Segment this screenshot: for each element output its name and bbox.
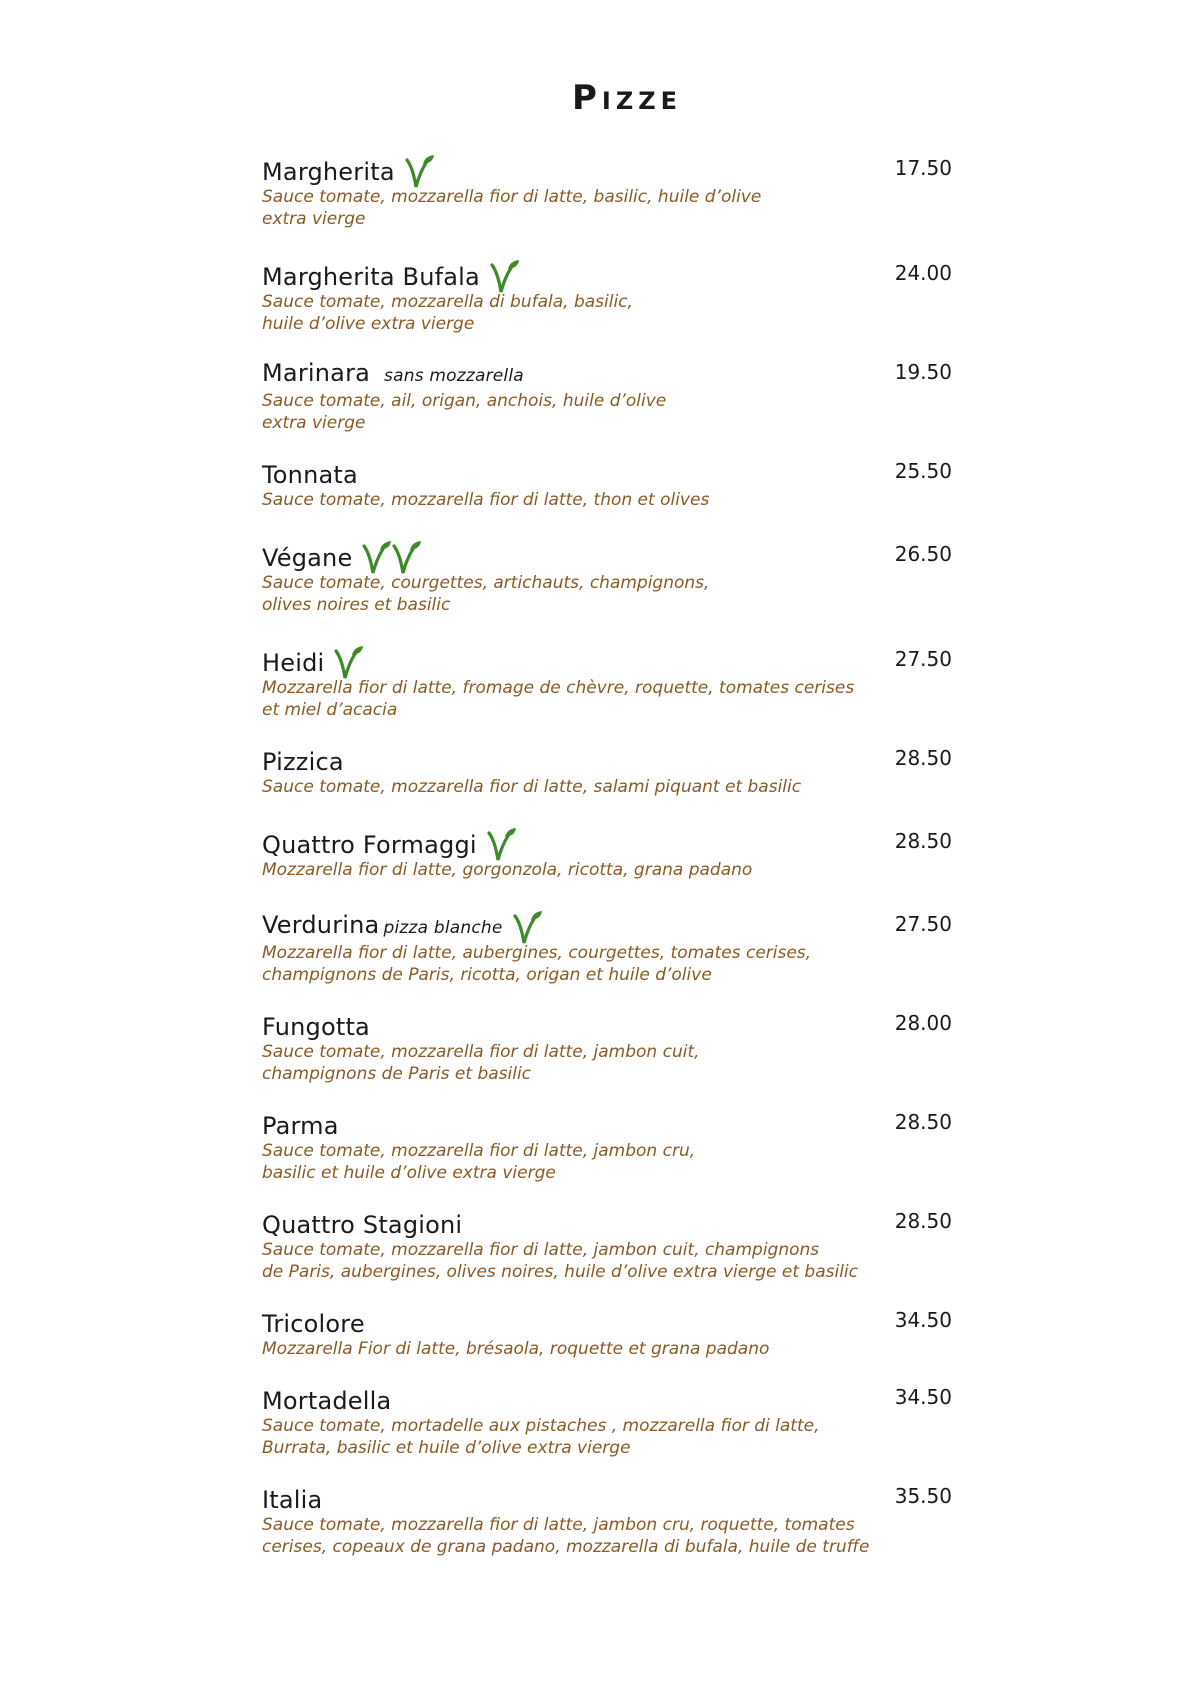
menu-item-name: Italia — [262, 1486, 323, 1514]
menu-item-name: Parma — [262, 1112, 339, 1140]
menu-item-name-row — [262, 641, 364, 677]
menu-item-name: Quattro Stagioni — [262, 1211, 463, 1239]
menu-item-header — [262, 455, 952, 489]
menu-item-header — [262, 825, 952, 859]
vegetarian-leaf-icon — [362, 540, 392, 576]
vegetarian-badge — [405, 154, 435, 190]
menu-item-header — [262, 1007, 952, 1041]
menu-item — [262, 152, 952, 230]
menu-item-name-row — [262, 461, 358, 489]
menu-item — [262, 742, 952, 798]
menu-item — [262, 1205, 952, 1283]
menu-item-description: Sauce tomate, mozzarella fior di latte, jambon cru, roquette, tomates cerises, copeaux de grana padano, mozzarella di bufala, huile de truffe — [262, 1515, 870, 1557]
menu-item-header — [262, 1304, 952, 1338]
menu-item-description: Sauce tomate, mortadelle aux pistaches , mozzarella fior di latte, Burrata, basilic et huile d’olive extra vierge — [262, 1416, 820, 1458]
menu-item-name-row — [262, 1486, 322, 1514]
menu-item-description: Sauce tomate, mozzarella fior di latte, jambon cru, basilic et huile d’olive extra vierge — [262, 1141, 696, 1183]
menu-item-name-row — [262, 823, 517, 859]
menu-item-name: Margherita Bufala — [262, 263, 480, 291]
menu-item-price: 28.50 — [894, 1209, 952, 1233]
menu-item-name: Fungotta — [262, 1013, 370, 1041]
menu-item — [262, 908, 952, 986]
menu-item-name-row — [262, 1310, 365, 1338]
menu-item-description: Sauce tomate, mozzarella fior di latte, basilic, huile d’olive extra vierge — [262, 187, 762, 229]
menu-item-name: Marinara — [262, 359, 371, 387]
menu-item-name-row — [262, 1211, 462, 1239]
menu-item-description: Sauce tomate, courgettes, artichauts, champignons, olives noires et basilic — [262, 573, 710, 615]
menu-item-price: 28.50 — [894, 829, 952, 853]
menu-item-name-row — [262, 1112, 339, 1140]
menu-item-header — [262, 1480, 952, 1514]
vegetarian-leaf-icon — [334, 645, 364, 681]
menu-item-header — [262, 538, 952, 572]
menu-item-header — [262, 742, 952, 776]
menu-item-description: Sauce tomate, mozzarella fior di latte, salami piquant et basilic — [262, 777, 802, 797]
vegetarian-badge — [362, 540, 422, 576]
menu-item — [262, 257, 952, 335]
menu-item-name: Verdurina — [262, 911, 380, 939]
menu-item-description: Sauce tomate, mozzarella fior di latte, jambon cuit, champignons de Paris, aubergines, olives noires, huile d’olive extra vierge et basilic — [262, 1240, 858, 1282]
menu-item-header — [262, 1205, 952, 1239]
vegetarian-leaf-icon — [513, 910, 543, 946]
menu-item-price: 35.50 — [894, 1484, 952, 1508]
menu-item-price: 27.50 — [894, 647, 952, 671]
menu-item-description: Mozzarella fior di latte, gorgonzola, ricotta, grana padano — [262, 860, 753, 880]
menu-item-header — [262, 1381, 952, 1415]
menu-item — [262, 643, 952, 721]
menu-item-name-row — [262, 906, 543, 942]
menu-item-name-row — [262, 1387, 391, 1415]
vegetarian-leaf-icon — [487, 827, 517, 863]
menu-item-price: 19.50 — [894, 360, 952, 384]
menu-item — [262, 1007, 952, 1085]
vegetarian-leaf-icon — [490, 259, 520, 295]
menu-item-header — [262, 643, 952, 677]
menu-item — [262, 455, 952, 511]
menu-item-name: Pizzica — [262, 748, 344, 776]
menu-item-price: 28.50 — [894, 746, 952, 770]
menu-item-name: Tonnata — [262, 461, 358, 489]
menu-item — [262, 1381, 952, 1459]
menu-item-name-row — [262, 359, 524, 390]
menu-item-price: 26.50 — [894, 542, 952, 566]
menu-item-name: Quattro Formaggi — [262, 831, 477, 859]
vegetarian-leaf-icon — [392, 540, 422, 576]
menu-item-price: 17.50 — [894, 156, 952, 180]
page-title: Pizze — [571, 78, 683, 118]
menu-item — [262, 1304, 952, 1360]
menu-item-name: Heidi — [262, 649, 325, 677]
menu-item-price: 24.00 — [894, 261, 952, 285]
menu-item-price: 28.00 — [894, 1011, 952, 1035]
menu-item — [262, 1480, 952, 1558]
menu-item-price: 27.50 — [894, 912, 952, 936]
menu-item-name-row — [262, 150, 435, 186]
menu-item-description: Sauce tomate, ail, origan, anchois, huile d’olive extra vierge — [262, 391, 667, 433]
menu-item-description: Mozzarella Fior di latte, brésaola, roquette et grana padano — [262, 1339, 770, 1359]
menu-item-name-row — [262, 536, 422, 572]
menu-item-header — [262, 1106, 952, 1140]
menu-item-name-row — [262, 1013, 370, 1041]
menu-item-name: Tricolore — [262, 1310, 365, 1338]
menu-item-price: 34.50 — [894, 1308, 952, 1332]
menu-item-description: Mozzarella fior di latte, fromage de chèvre, roquette, tomates cerises et miel d’acacia — [262, 678, 855, 720]
menu-item-price: 34.50 — [894, 1385, 952, 1409]
menu-item-name: Margherita — [262, 158, 395, 186]
vegetarian-badge — [487, 827, 517, 863]
menu-item-header — [262, 356, 952, 390]
menu-item-description: Sauce tomate, mozzarella di bufala, basilic, huile d’olive extra vierge — [262, 292, 633, 334]
menu-item-note: sans mozzarella — [384, 366, 524, 386]
vegetarian-badge — [334, 645, 364, 681]
menu-item-price: 25.50 — [894, 459, 952, 483]
menu-item-header — [262, 257, 952, 291]
vegetarian-badge — [490, 259, 520, 295]
menu-item-description: Mozzarella fior di latte, aubergines, courgettes, tomates cerises, champignons de Paris, ricotta, origan et huile d’olive — [262, 943, 812, 985]
menu-item-name-row — [262, 748, 344, 776]
menu-item-description: Sauce tomate, mozzarella fior di latte, thon et olives — [262, 490, 710, 510]
menu-item-name-row — [262, 255, 520, 291]
menu-item — [262, 825, 952, 881]
menu-item-name: Végane — [262, 544, 353, 572]
menu-item-note: pizza blanche — [383, 918, 503, 938]
menu-item — [262, 356, 952, 434]
menu-item-header — [262, 152, 952, 186]
menu-item — [262, 538, 952, 616]
vegetarian-leaf-icon — [405, 154, 435, 190]
menu-item — [262, 1106, 952, 1184]
menu-item-description: Sauce tomate, mozzarella fior di latte, jambon cuit, champignons de Paris et basilic — [262, 1042, 700, 1084]
vegetarian-badge — [513, 910, 543, 946]
menu-item-price: 28.50 — [894, 1110, 952, 1134]
menu-item-name: Mortadella — [262, 1387, 392, 1415]
menu-item-header — [262, 908, 952, 942]
